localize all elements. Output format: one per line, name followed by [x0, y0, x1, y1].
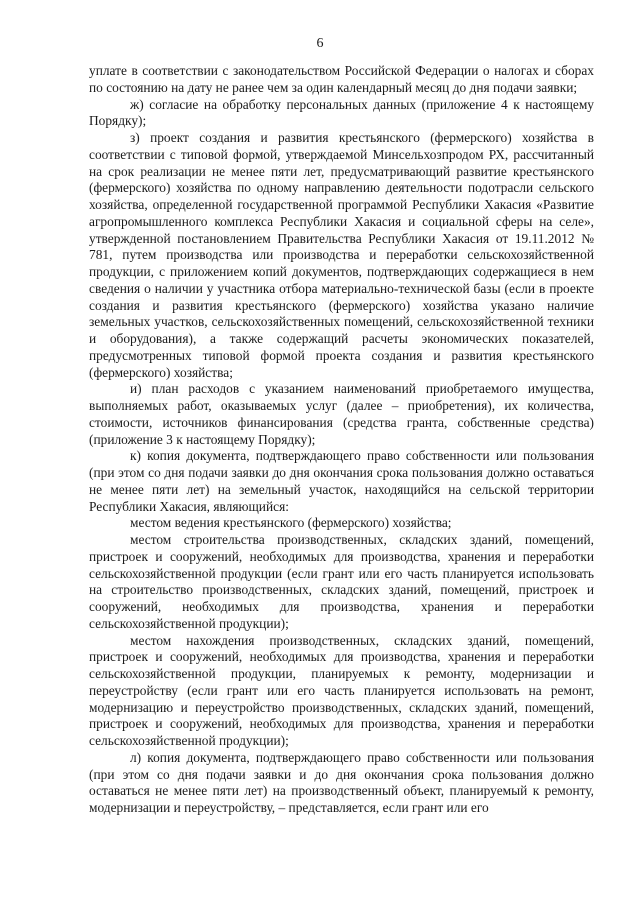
paragraph-item-k: к) копия документа, подтверждающего право собственности или пользования (при этом со дня подачи заявки до дня окончания срока пользования должно оставаться не менее пяти лет) на земельный участок, находящийся на сельской территории Республики Хакасия, являющийся:	[89, 448, 594, 514]
paragraph-tax-continuation: уплате в соответствии с законодательством Российской Федерации о налогах и сборах по состоянию на дату не ранее чем за один календарный месяц до дня подачи заявки;	[89, 63, 594, 95]
paragraph-item-k-place-location: местом нахождения производственных, складских зданий, помещений, пристроек и сооружений, необходимых для производства, хранения и переработки сельскохозяйственной продукции, планируемых к ремонту, модернизации и переустройству (если грант или его часть планируется использовать на ремонт, модернизацию и переустройство производственных, складских зданий, помещений, пристроек и сооружений, необходимых для производства, хранения и переработки сельскохозяйственной продукции);	[89, 632, 594, 748]
paragraph-item-k-place-construction: местом строительства производственных, складских зданий, помещений, пристроек и сооружений, необходимых для производства, хранения и переработки сельскохозяйственной продукции (если грант или его часть планируется использовать на строительство производственных, складских зданий, помещений, пристроек и сооружений, необходимых для производства, хранения и переработки сельскохозяйственной продукции);	[89, 532, 594, 631]
paragraph-item-l: л) копия документа, подтверждающего право собственности или пользования (при этом со дня подачи заявки и до дня окончания срока пользования должно оставаться не менее пяти лет) на производственный объект, планируемый к ремонту, модернизации и переустройству, – представляется, если грант или его	[89, 749, 594, 815]
paragraph-item-z: з) проект создания и развития крестьянского (фермерского) хозяйства в соответствии с типовой формой, утверждаемой Минсельхозпродом РХ, рассчитанный на срок реализации не менее пяти лет, предусматривающий развитие крестьянского (фермерского) хозяйства по одному направлению деятельности подотрасли сельского хозяйства, определенной государственной программой Республики Хакасия «Развитие агропромышленного комплекса Республики Хакасия и социальной сферы на селе», утвержденной постановлением Правительства Республики Хакасия от 19.11.2012 № 781, путем производства или производства и переработки сельскохозяйственной продукции, с приложением копий документов, подтверждающих содержащиеся в нем сведения о наличии у участника отбора материально-технической базы (если в проекте создания и развития крестьянского (фермерского) хозяйства указано наличие земельных участков, сельскохозяйственных помещений, сельскохозяйственной техники и оборудования), а также содержащий расчеты экономических показателей, предусмотренных типовой формой проекта создания и развития крестьянского (фермерского) хозяйства;	[89, 130, 594, 380]
document-body	[89, 63, 594, 817]
paragraph-item-i: и) план расходов с указанием наименований приобретаемого имущества, выполняемых работ, оказываемых услуг (далее – приобретения), их количества, стоимости, источников финансирования (средства гранта, собственные средства) (приложение 3 к настоящему Порядку);	[89, 381, 594, 447]
paragraph-item-k-place-farm: местом ведения крестьянского (фермерского) хозяйства;	[130, 515, 452, 531]
paragraph-item-zh: ж) согласие на обработку персональных данных (приложение 4 к настоящему Порядку);	[89, 96, 594, 129]
page-number: 6	[316, 36, 324, 51]
